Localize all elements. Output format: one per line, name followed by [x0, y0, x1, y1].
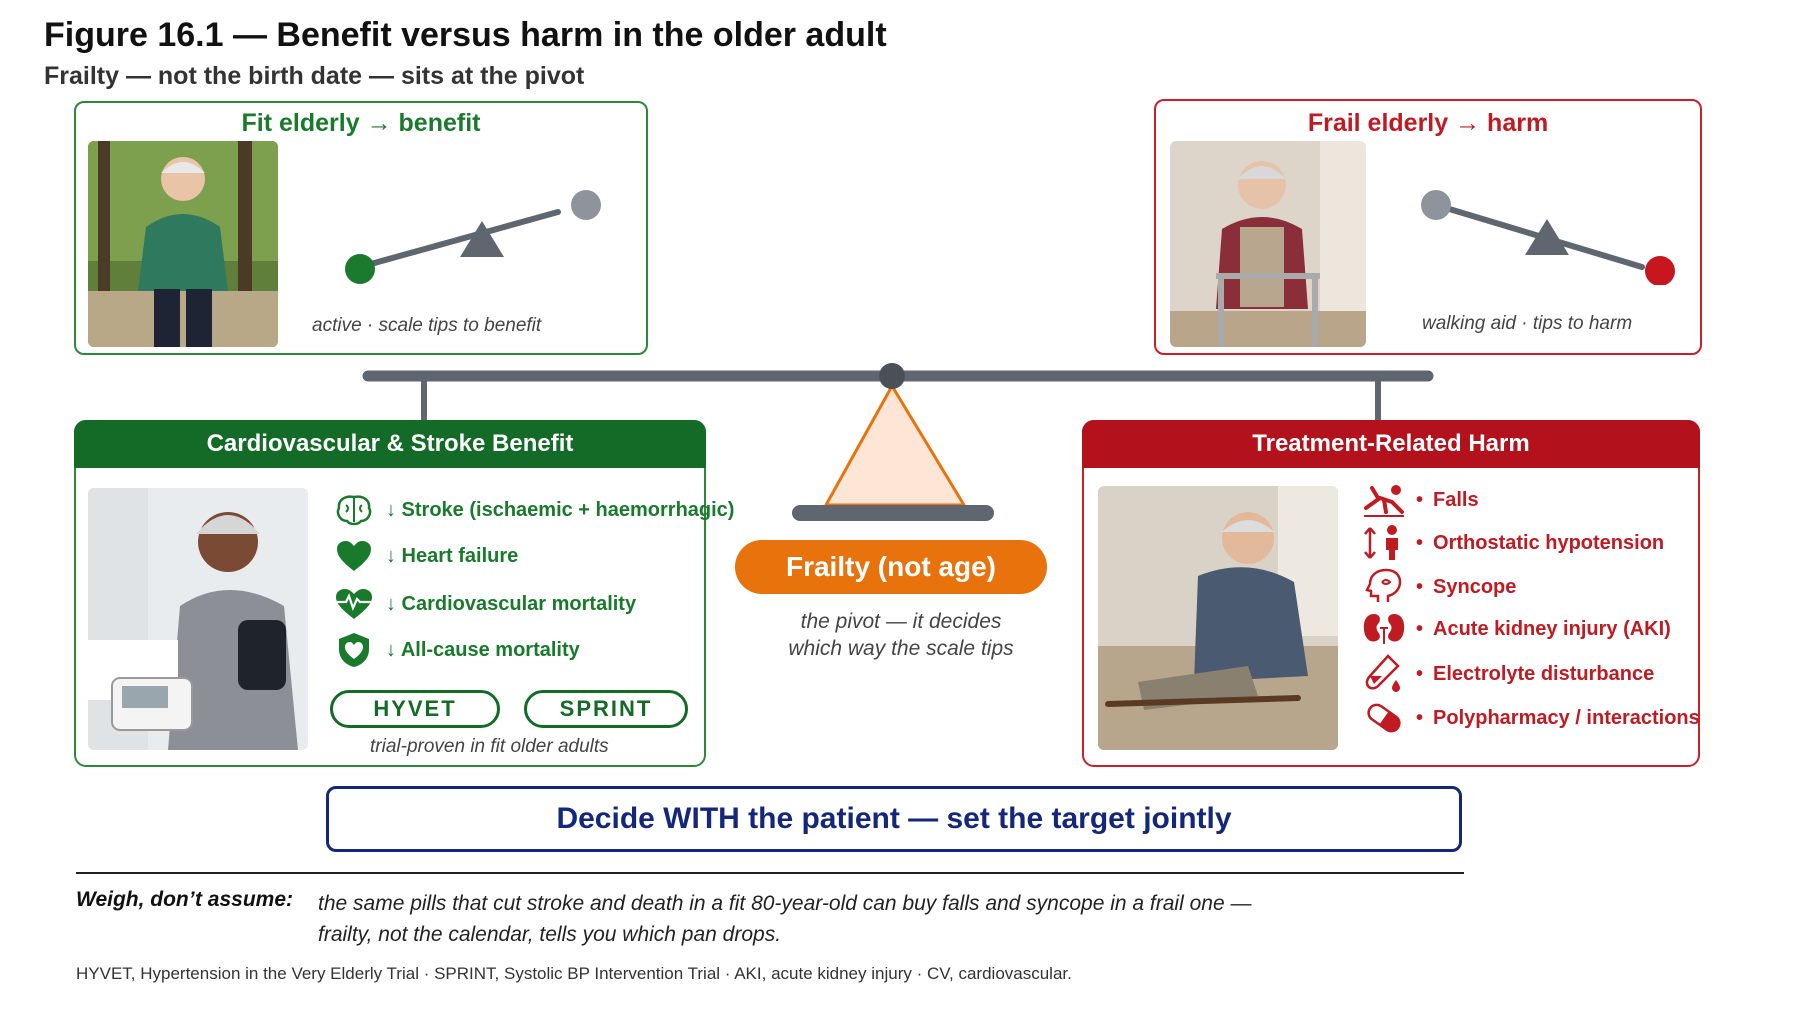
benefit-item-heart-failure	[332, 536, 518, 576]
harm-box-header: Treatment-Related Harm	[1082, 420, 1700, 468]
heart-icon	[332, 536, 376, 576]
frail-mini-scale	[1406, 155, 1696, 285]
bullet: •	[1416, 706, 1424, 729]
harm-item-label: Syncope	[1433, 575, 1517, 598]
harm-item-label: Electrolyte disturbance	[1433, 662, 1655, 685]
bullet: •	[1416, 662, 1424, 685]
benefit-box	[74, 420, 735, 767]
harm-item-syncope	[1362, 567, 1516, 607]
shield-heart-icon	[332, 630, 376, 670]
weigh-line2: frailty, not the calendar, tells you which pan drops.	[318, 923, 782, 946]
frail-elderly-panel	[1154, 99, 1702, 355]
weigh-line1: the same pills that cut stroke and death in a fit 80-year-old can buy falls and syncope in a frail one —	[318, 892, 1252, 915]
harm-box	[1082, 420, 1700, 767]
benefit-pan	[345, 254, 375, 284]
pivot-triangle	[826, 386, 964, 505]
pivot-caption-line2: which way the scale tips	[788, 637, 1014, 660]
benefit-item-label: ↓ Heart failure	[386, 544, 519, 567]
harm-pan	[1645, 256, 1675, 285]
pill-icon	[1362, 698, 1406, 738]
orthostatic-icon	[1362, 523, 1406, 563]
bullet: •	[1416, 488, 1424, 511]
benefit-item-label: ↓ Stroke (ischaemic + haemorrhagic)	[386, 498, 735, 521]
harm-item-label: Orthostatic hypotension	[1433, 531, 1665, 554]
harm-item-label: Polypharmacy / interactions	[1433, 706, 1700, 729]
bullet: •	[1416, 617, 1424, 640]
dizzy-head-icon	[1362, 567, 1406, 607]
test-tube-icon	[1362, 654, 1406, 694]
fit-mini-scale	[338, 157, 628, 287]
pivot-caption-line1: the pivot — it decides	[800, 610, 1002, 633]
frailty-pivot-label: Frailty (not age)	[735, 540, 1047, 594]
frail-elderly-photo	[1170, 141, 1366, 347]
harm-item-label: Acute kidney injury (AKI)	[1433, 617, 1671, 640]
trial-pill-hyvet: HYVET	[330, 690, 500, 728]
weigh-text	[318, 888, 1318, 950]
bullet: •	[1416, 575, 1424, 598]
benefit-item-label: ↓ Cardiovascular mortality	[386, 592, 637, 615]
figure-subtitle: Frailty — not the birth date — sits at the pivot	[44, 62, 585, 90]
fit-panel-caption: active · scale tips to benefit	[312, 315, 542, 336]
benefit-item-stroke	[332, 490, 734, 530]
pivot-caption	[740, 608, 1062, 662]
fit-panel-title: Fit elderly → benefit	[241, 109, 481, 137]
fallen-patient-photo	[1098, 486, 1338, 750]
fit-elderly-photo	[88, 141, 278, 347]
shared-decision-banner: Decide WITH the patient — set the target jointly	[326, 786, 1462, 852]
fit-elderly-panel	[74, 101, 648, 355]
benefit-box-header: Cardiovascular & Stroke Benefit	[74, 420, 706, 468]
benefit-box-caption: trial-proven in fit older adults	[370, 736, 609, 757]
harm-item-electrolyte	[1362, 654, 1654, 694]
harm-pan	[571, 190, 601, 220]
frail-panel-title: Frail elderly → harm	[1307, 109, 1549, 137]
footer-divider	[76, 872, 1464, 874]
abbreviations-note: HYVET, Hypertension in the Very Elderly Trial · SPRINT, Systolic BP Intervention Trial · AKI, acute kidney injury · CV, cardiovascular.	[76, 964, 1072, 983]
harm-item-polypharmacy	[1362, 698, 1700, 738]
benefit-item-label: ↓ All-cause mortality	[386, 638, 580, 661]
benefit-pan	[1421, 190, 1451, 220]
benefit-item-cv-mortality	[332, 584, 636, 624]
harm-item-aki	[1362, 609, 1671, 649]
kidney-icon	[1362, 609, 1406, 649]
trial-pill-sprint: SPRINT	[524, 690, 688, 728]
benefit-item-all-cause-mortality	[332, 630, 580, 670]
harm-item-label: Falls	[1433, 488, 1479, 511]
harm-item-falls	[1362, 480, 1479, 520]
frail-panel-caption: walking aid · tips to harm	[1422, 313, 1633, 334]
fall-icon	[1362, 480, 1406, 520]
harm-item-orthostatic	[1362, 523, 1664, 563]
pivot-base	[792, 505, 994, 521]
bullet: •	[1416, 531, 1424, 554]
weigh-label: Weigh, don’t assume:	[76, 888, 294, 911]
figure-title: Figure 16.1 — Benefit versus harm in the older adult	[44, 16, 887, 54]
pivot-joint	[879, 363, 905, 389]
bp-measurement-photo	[88, 488, 308, 750]
brain-icon	[332, 490, 376, 530]
heartbeat-icon	[332, 584, 376, 624]
